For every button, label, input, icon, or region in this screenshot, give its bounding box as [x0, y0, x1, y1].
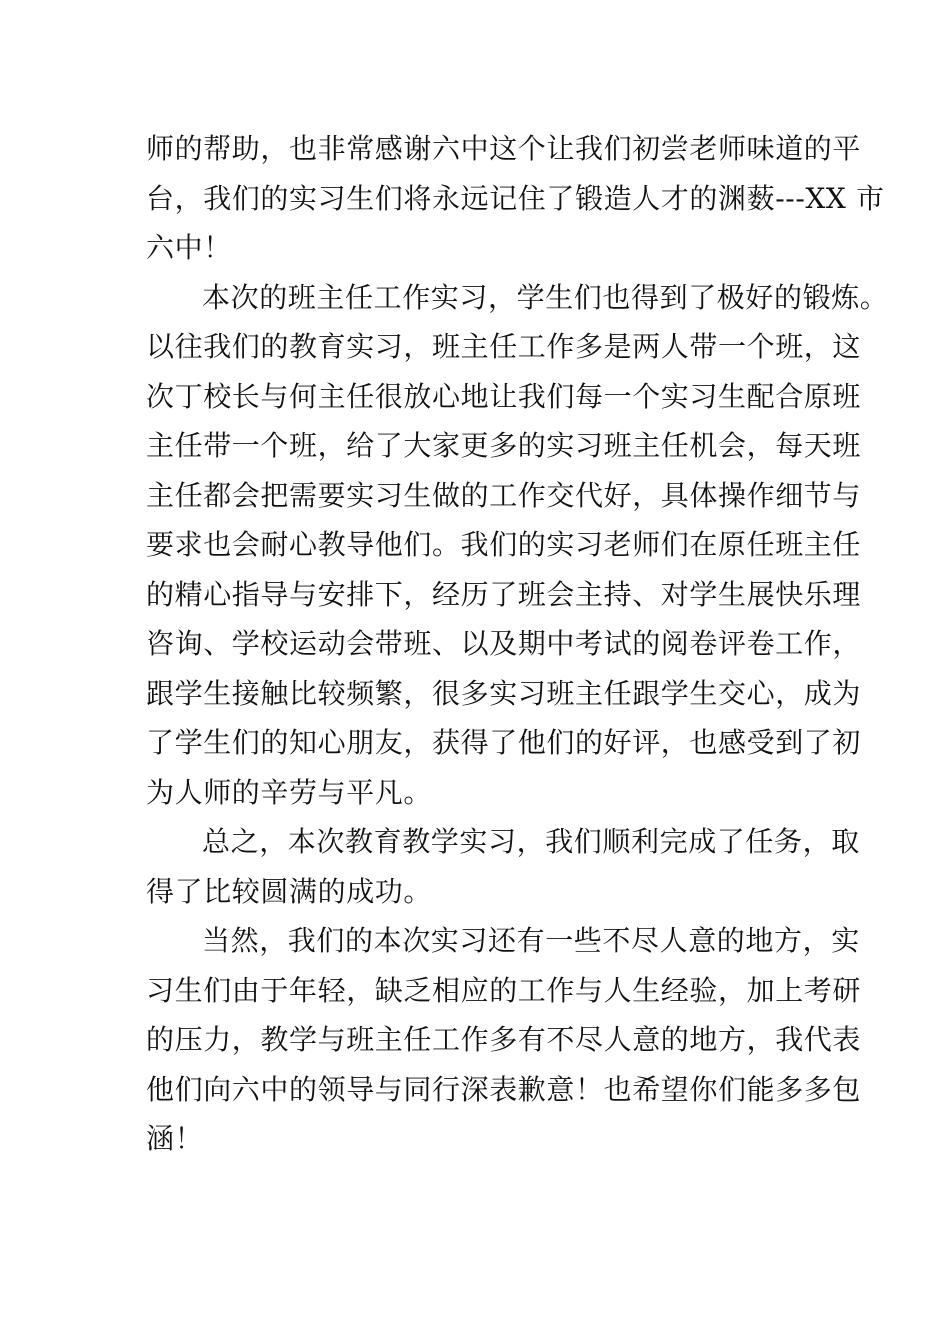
- document-body: [146, 124, 889, 1164]
- text-line: 他们向六中的领导与同行深表歉意！也希望你们能多多包: [146, 1072, 862, 1106]
- text-line: 了学生们的知心朋友，获得了他们的好评，也感受到了初: [146, 726, 862, 759]
- text-line: 师的帮助，也非常感谢六中这个让我们初尝老师味道的平: [146, 132, 862, 165]
- text-line: 主任带一个班，给了大家更多的实习班主任机会，每天班: [146, 429, 862, 462]
- text-line: 跟学生接触比较频繁，很多实习班主任跟学生交心，成为: [146, 676, 862, 710]
- text-line: 要求也会耐心教导他们。我们的实习老师们在原任班主任: [146, 528, 862, 561]
- text-line: 习生们由于年轻，缺乏相应的工作与人生经验，加上考研: [146, 973, 862, 1007]
- paragraph-start-line: 当然，我们的本次实习还有一些不尽人意的地方，实: [202, 924, 860, 957]
- text-line: 六中！: [146, 231, 232, 264]
- text-line: 咨询、学校运动会带班、以及期中考试的阅卷评卷工作，: [146, 627, 862, 660]
- text-line: 的压力，教学与班主任工作多有不尽人意的地方，我代表: [146, 1023, 862, 1056]
- text-line: 台，我们的实习生们将永远记住了锻造人才的渊薮---XX 市: [146, 181, 885, 215]
- text-line: 以往我们的教育实习，班主任工作多是两人带一个班，这: [146, 330, 862, 363]
- paragraph-start-line: 总之，本次教育教学实习，我们顺利完成了任务，取: [202, 825, 860, 858]
- text-line: 次丁校长与何主任很放心地让我们每一个实习生配合原班: [146, 379, 862, 413]
- text-line: 得了比较圆满的成功。: [146, 874, 433, 908]
- text-line: 涵！: [146, 1122, 204, 1155]
- text-line: 的精心指导与安排下，经历了班会主持、对学生展快乐理: [146, 577, 862, 611]
- text-line: 主任都会把需要实习生做的工作交代好，具体操作细节与: [146, 478, 862, 512]
- paragraph-start-line: 本次的班主任工作实习，学生们也得到了极好的锻炼。: [202, 280, 889, 314]
- text-line: 为人师的辛劳与平凡。: [146, 775, 433, 809]
